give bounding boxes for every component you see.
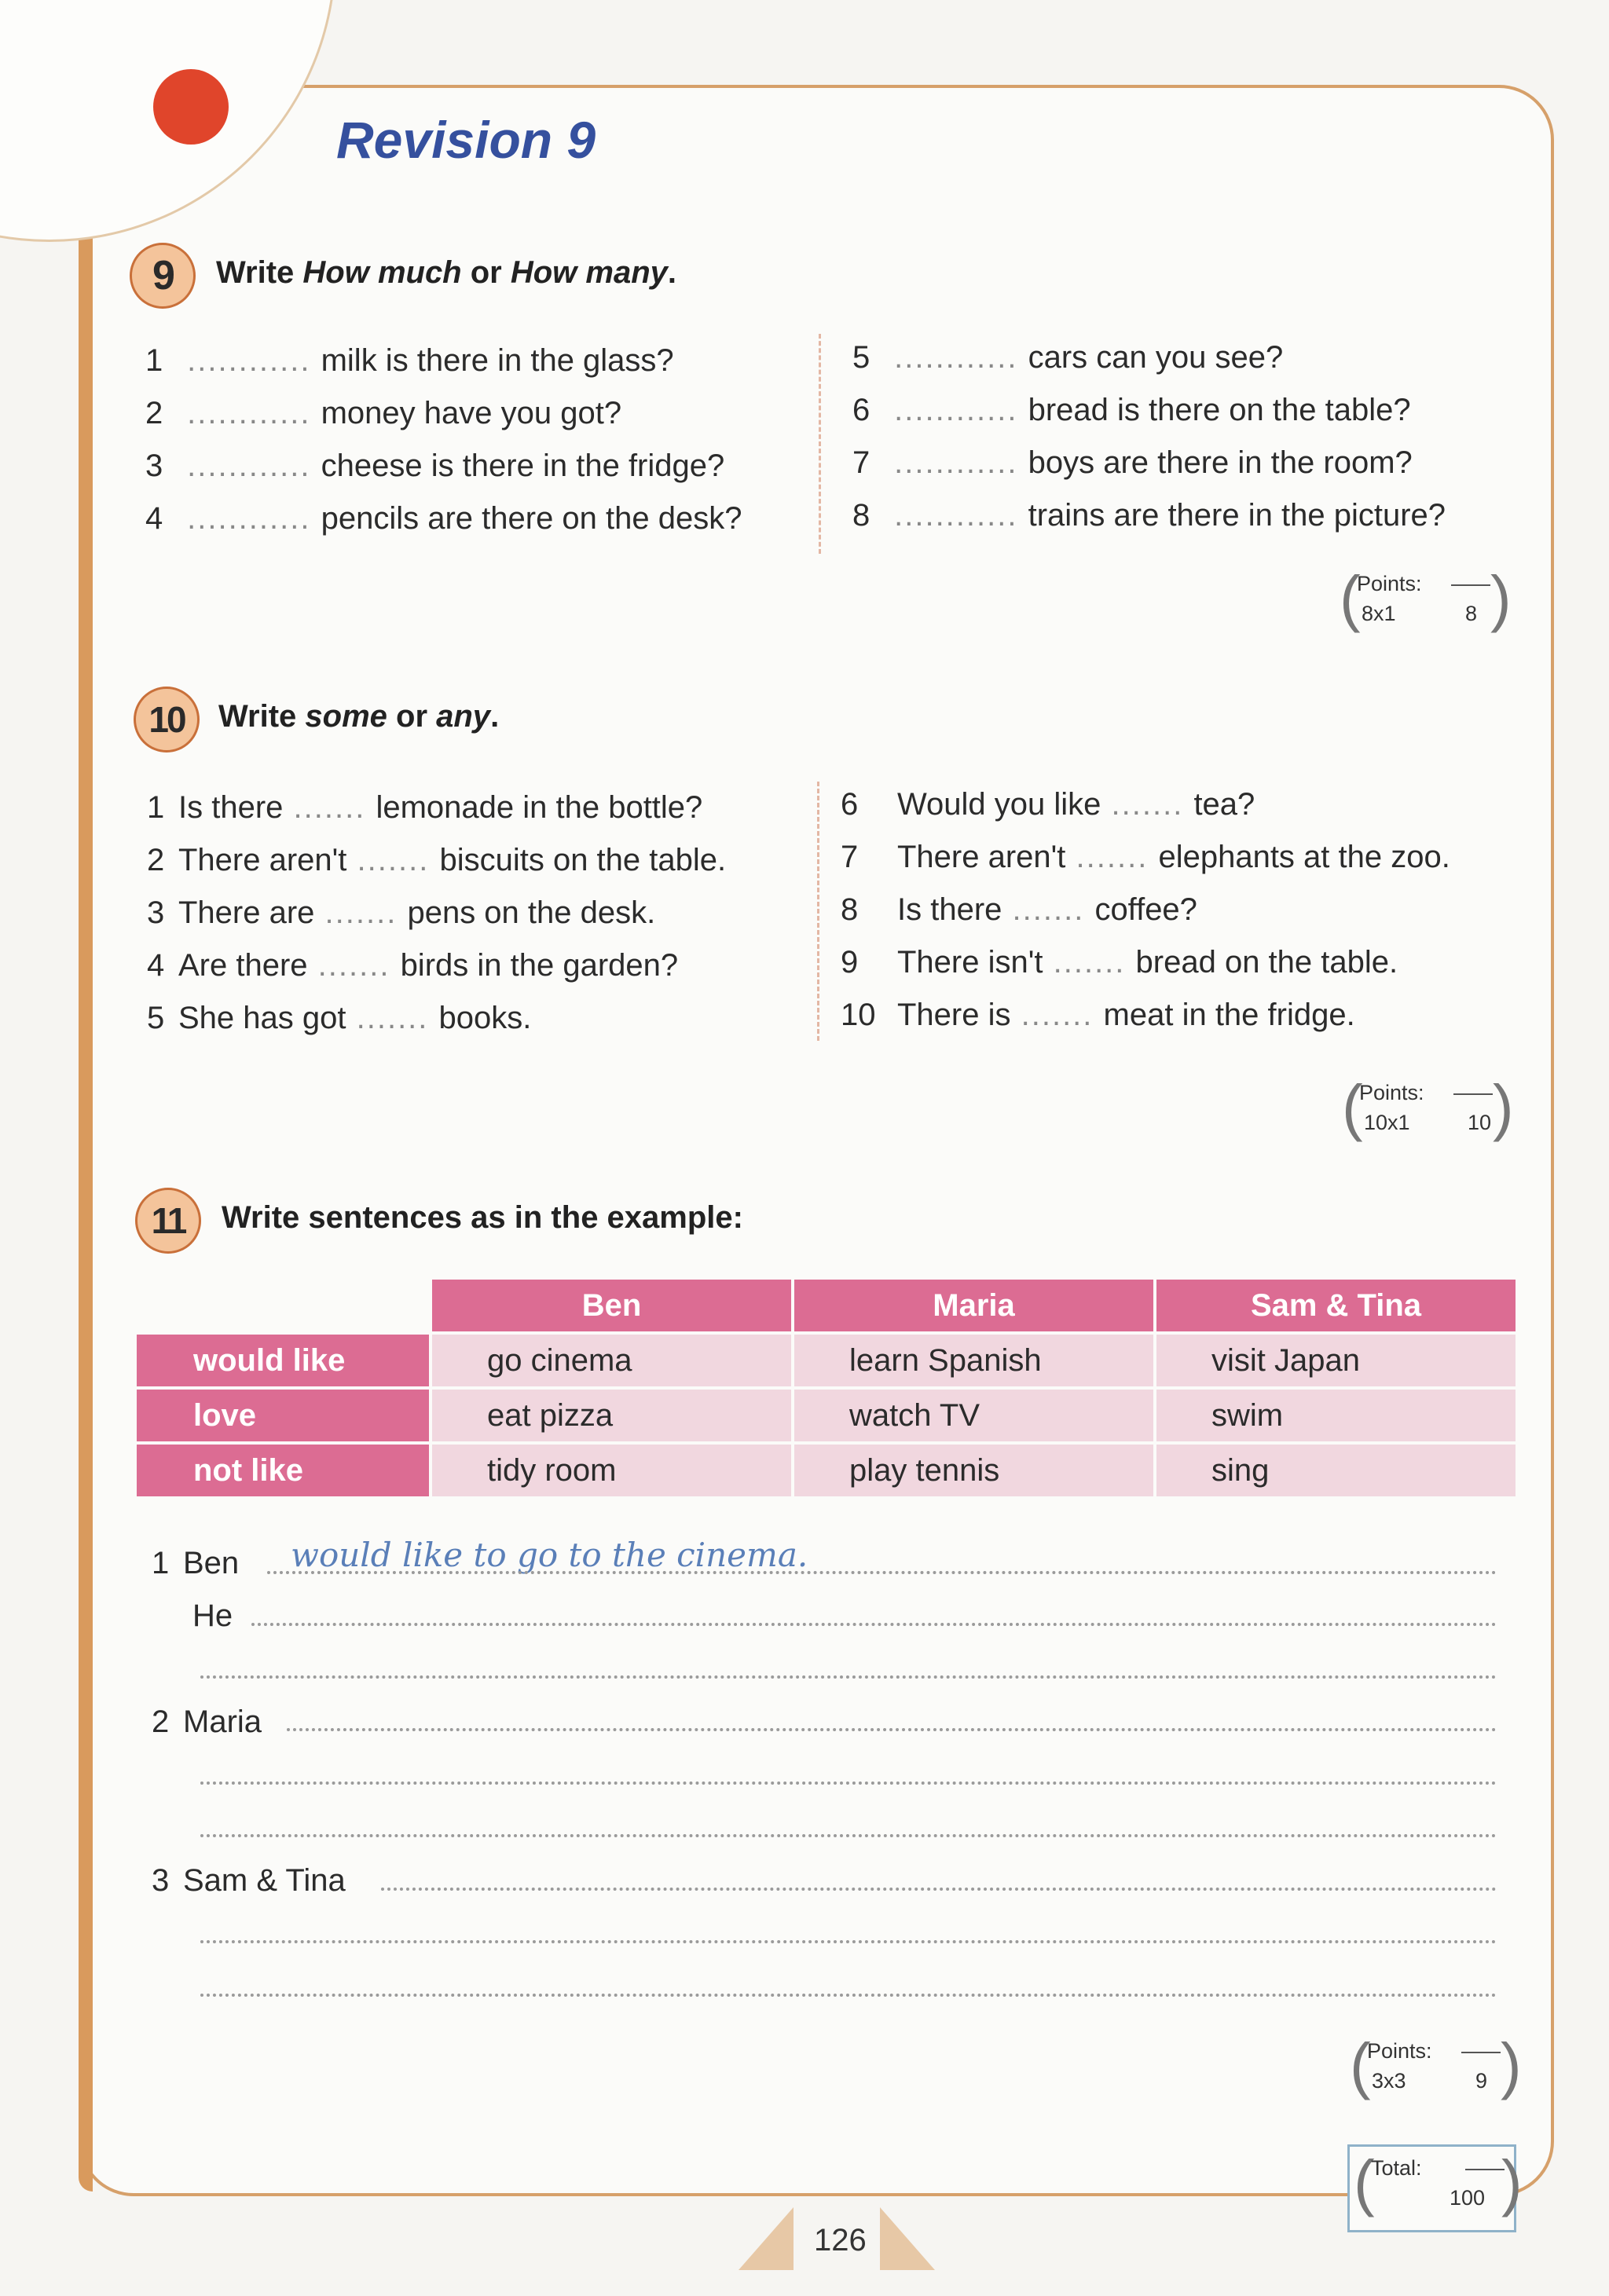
column-divider	[817, 782, 819, 1041]
ex11-answer-2: 2 Maria	[152, 1705, 262, 1739]
answer-blank[interactable]: .......	[346, 1001, 439, 1035]
ex10-item-9: 9 There isn't ....... bread on the table.	[841, 945, 1398, 980]
ex9-item-5: 5 ............ cars can you see?	[852, 340, 1284, 375]
ex11-answer-1-second: He	[192, 1598, 233, 1633]
answer-line[interactable]	[381, 1888, 1497, 1891]
ex9-points: ( ) Points: 8x1 8	[1340, 563, 1512, 633]
total-points: ( ) Total: 100	[1354, 2148, 1523, 2217]
answer-blank[interactable]: .......	[1002, 892, 1095, 927]
ex9-item-3: 3 ............ cheese is there in the fridge?	[145, 449, 725, 483]
column-divider	[819, 334, 821, 554]
answer-blank[interactable]: .......	[346, 843, 440, 877]
answer-line[interactable]	[200, 1782, 1497, 1785]
exercise-9-number: 9	[130, 243, 196, 309]
row-header: love	[137, 1390, 429, 1441]
table-cell: tidy room	[432, 1445, 791, 1496]
exercise-9-title: Write How much or How many.	[216, 255, 677, 290]
table-cell: swim	[1156, 1390, 1516, 1441]
answer-line[interactable]	[200, 1994, 1497, 1997]
ex9-item-7: 7 ............ boys are there in the room?	[852, 445, 1413, 480]
answer-line[interactable]	[287, 1728, 1497, 1731]
table-cell: watch TV	[794, 1390, 1153, 1441]
frame-left-band	[79, 196, 93, 2192]
example-answer: would like to go to the cinema.	[291, 1536, 808, 1574]
table-cell: sing	[1156, 1445, 1516, 1496]
ex9-item-1: 1 ............ milk is there in the glass?	[145, 343, 674, 378]
ex9-item-2: 2 ............ money have you got?	[145, 396, 622, 430]
table-cell: visit Japan	[1156, 1335, 1516, 1386]
exercise-10-title: Write some or any.	[218, 699, 500, 734]
table-row	[137, 1445, 1516, 1496]
ex11-points: ( ) Points: 3x3 9	[1350, 2031, 1522, 2100]
exercise-11-number: 11	[135, 1188, 201, 1254]
ex9-item-8: 8 ............ trains are there in the picture?	[852, 498, 1446, 533]
row-header: would like	[137, 1335, 429, 1386]
exercise-11-title: Write sentences as in the example:	[222, 1200, 743, 1235]
ex10-item-7: 7 There aren't ....... elephants at the zoo.	[841, 840, 1450, 874]
column-header: Ben	[432, 1280, 791, 1331]
column-header: Sam & Tina	[1156, 1280, 1516, 1331]
answer-blank[interactable]: ............	[884, 445, 1028, 480]
table-cell: learn Spanish	[794, 1335, 1153, 1386]
ex10-item-4: 4 Are there ....... birds in the garden?	[147, 948, 679, 983]
answer-blank[interactable]: .......	[1065, 840, 1159, 874]
answer-blank[interactable]: ............	[884, 340, 1028, 375]
table-cell: play tennis	[794, 1445, 1153, 1496]
table-row	[137, 1335, 1516, 1386]
table-cell: eat pizza	[432, 1390, 791, 1441]
ex9-item-6: 6 ............ bread is there on the table?	[852, 393, 1411, 427]
ex10-item-10: 10 There is ....... meat in the fridge.	[841, 998, 1355, 1032]
ex10-points: ( ) Points: 10x1 10	[1342, 1072, 1514, 1142]
ex9-item-4: 4 ............ pencils are there on the desk?	[145, 501, 742, 536]
info-table	[134, 1276, 1519, 1500]
page-title: Revision 9	[336, 111, 596, 169]
answer-blank[interactable]: ............	[177, 449, 321, 483]
ex10-item-6: 6 Would you like ....... tea?	[841, 787, 1255, 822]
ex10-item-5: 5 She has got ....... books.	[147, 1001, 532, 1035]
total-score-box	[1347, 2144, 1523, 2232]
ex10-item-8: 8 Is there ....... coffee?	[841, 892, 1197, 927]
ex10-item-3: 3 There are ....... pens on the desk.	[147, 895, 656, 930]
answer-blank[interactable]: ............	[884, 498, 1028, 533]
table-row	[137, 1390, 1516, 1441]
exercise-10-number: 10	[134, 687, 200, 753]
answer-blank[interactable]: ............	[177, 343, 321, 378]
answer-line[interactable]	[251, 1623, 1497, 1626]
answer-blank[interactable]: ............	[177, 501, 321, 536]
ex10-item-2: 2 There aren't ....... biscuits on the table.	[147, 843, 727, 877]
answer-blank[interactable]: ............	[177, 396, 321, 430]
answer-line[interactable]	[200, 1675, 1497, 1679]
page-tab-left	[739, 2207, 794, 2270]
answer-blank[interactable]: .......	[283, 790, 376, 825]
ex10-item-1: 1 Is there ....... lemonade in the bottle?	[147, 790, 703, 825]
answer-blank[interactable]: .......	[314, 895, 408, 930]
answer-line[interactable]	[267, 1571, 1497, 1574]
answer-line[interactable]	[200, 1940, 1497, 1943]
ex11-answer-1: 1 Ben	[152, 1546, 240, 1580]
page-number: 126	[814, 2223, 867, 2258]
column-header: Maria	[794, 1280, 1153, 1331]
answer-blank[interactable]: ............	[884, 393, 1028, 427]
row-header: not like	[137, 1445, 429, 1496]
ex11-answer-3: 3 Sam & Tina	[152, 1863, 346, 1898]
red-dot-icon	[153, 69, 229, 145]
answer-blank[interactable]: .......	[307, 948, 401, 983]
table-cell: go cinema	[432, 1335, 791, 1386]
answer-blank[interactable]: .......	[1010, 998, 1104, 1032]
answer-line[interactable]	[200, 1834, 1497, 1837]
answer-blank[interactable]: .......	[1043, 945, 1136, 980]
page-tab-right	[880, 2207, 935, 2270]
answer-blank[interactable]: .......	[1101, 787, 1194, 822]
